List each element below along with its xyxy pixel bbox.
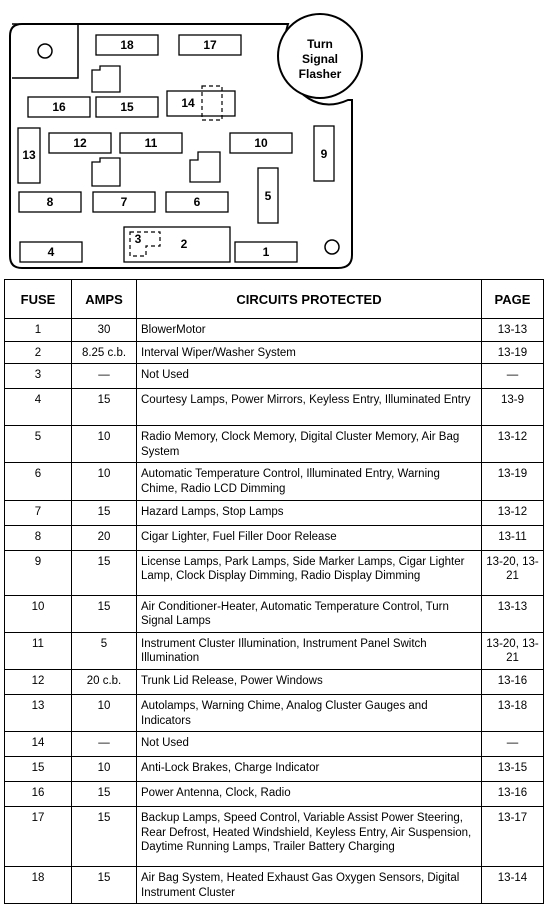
fuse-label-6: 6 <box>193 195 201 209</box>
fuse-label-9: 9 <box>320 147 328 161</box>
page-cell: 13-13 <box>482 319 544 342</box>
mounting-hole-bottom <box>325 240 339 254</box>
table-header-row <box>5 280 544 319</box>
amps-cell: 10 <box>72 694 137 731</box>
relay-socket-c <box>190 152 220 182</box>
table-row <box>5 757 544 782</box>
circuits-cell: Not Used <box>137 364 482 389</box>
fuse-cell: 10 <box>5 595 72 632</box>
page-cell: 13-12 <box>482 426 544 463</box>
table-row <box>5 694 544 731</box>
fuse-label-8: 8 <box>46 195 54 209</box>
fuse-cell: 14 <box>5 732 72 757</box>
circuits-cell: Automatic Temperature Control, Illuminated Entry, Warning Chime, Radio LCD Dimming <box>137 463 482 500</box>
fuse-label-7: 7 <box>120 195 128 209</box>
amps-cell: 20 <box>72 525 137 550</box>
circuits-cell: BlowerMotor <box>137 319 482 342</box>
fuse-cell: 2 <box>5 341 72 364</box>
amps-cell: 20 c.b. <box>72 669 137 694</box>
table-row <box>5 319 544 342</box>
page-cell: 13-13 <box>482 595 544 632</box>
amps-cell: 15 <box>72 500 137 525</box>
fuse-label-11: 11 <box>144 136 158 150</box>
fuse-label-13: 13 <box>22 148 36 162</box>
mounting-hole-top <box>38 44 52 58</box>
table-row <box>5 341 544 364</box>
fuse-cell: 11 <box>5 632 72 669</box>
fuse-cell: 1 <box>5 319 72 342</box>
amps-cell: 15 <box>72 550 137 595</box>
page-cell: 13-19 <box>482 463 544 500</box>
amps-cell: 10 <box>72 757 137 782</box>
relay-socket-b <box>92 158 120 186</box>
circuits-cell: Air Bag System, Heated Exhaust Gas Oxygen Sensors, Digital Instrument Cluster <box>137 867 482 904</box>
circuits-cell: Instrument Cluster Illumination, Instrument Panel Switch Illumination <box>137 632 482 669</box>
fuse-cell: 6 <box>5 463 72 500</box>
circuits-cell: Backup Lamps, Speed Control, Variable Assist Power Steering, Rear Defrost, Heated Windshield, Keyless Entry, Air Suspension, Daytime Running Lamps, Trailer Battery Charging <box>137 807 482 867</box>
circuits-cell: Air Conditioner-Heater, Automatic Temperature Control, Turn Signal Lamps <box>137 595 482 632</box>
fuse-label-3: 3 <box>134 232 142 246</box>
table-row <box>5 500 544 525</box>
circuits-cell: License Lamps, Park Lamps, Side Marker Lamps, Cigar Lighter Lamp, Clock Display Dimming, Radio Display Dimming <box>137 550 482 595</box>
mounting-bracket <box>12 24 78 78</box>
page-cell: 13-15 <box>482 757 544 782</box>
fuse-label-2: 2 <box>180 237 188 251</box>
fuse-cell: 4 <box>5 389 72 426</box>
circuits-cell: Courtesy Lamps, Power Mirrors, Keyless Entry, Illuminated Entry <box>137 389 482 426</box>
circuits-cell: Cigar Lighter, Fuel Filler Door Release <box>137 525 482 550</box>
header-circuits: CIRCUITS PROTECTED <box>137 280 482 319</box>
table-row <box>5 782 544 807</box>
fuse-label-4: 4 <box>47 245 55 259</box>
table-row <box>5 632 544 669</box>
amps-cell: 30 <box>72 319 137 342</box>
page-cell: 13-16 <box>482 669 544 694</box>
table-row <box>5 525 544 550</box>
table-row <box>5 364 544 389</box>
header-page: PAGE <box>482 280 544 319</box>
amps-cell: 15 <box>72 807 137 867</box>
fuse-cell: 3 <box>5 364 72 389</box>
page-cell: 13-14 <box>482 867 544 904</box>
fuse-label-18: 18 <box>120 38 134 52</box>
table-row <box>5 669 544 694</box>
page-cell: — <box>482 732 544 757</box>
table-row <box>5 595 544 632</box>
fuse-cell: 7 <box>5 500 72 525</box>
page-cell: 13-17 <box>482 807 544 867</box>
amps-cell: — <box>72 732 137 757</box>
fuse-cell: 8 <box>5 525 72 550</box>
fuse-cell: 17 <box>5 807 72 867</box>
table-row <box>5 550 544 595</box>
fuse-slot-14 <box>167 91 235 116</box>
table-row <box>5 426 544 463</box>
page-cell: 13-20, 13-21 <box>482 632 544 669</box>
page-cell: 13-19 <box>482 341 544 364</box>
circuits-cell: Autolamps, Warning Chime, Analog Cluster Gauges and Indicators <box>137 694 482 731</box>
table-row <box>5 389 544 426</box>
amps-cell: 15 <box>72 595 137 632</box>
circuits-cell: Hazard Lamps, Stop Lamps <box>137 500 482 525</box>
fuse-label-15: 15 <box>120 100 134 114</box>
fuse-cell: 13 <box>5 694 72 731</box>
circuits-cell: Power Antenna, Clock, Radio <box>137 782 482 807</box>
circuits-cell: Interval Wiper/Washer System <box>137 341 482 364</box>
amps-cell: 15 <box>72 867 137 904</box>
page-cell: 13-9 <box>482 389 544 426</box>
fuse-cell: 16 <box>5 782 72 807</box>
circuits-cell: Radio Memory, Clock Memory, Digital Cluster Memory, Air Bag System <box>137 426 482 463</box>
fuse-label-16: 16 <box>52 100 66 114</box>
fuse-table <box>4 279 544 904</box>
fuse-label-14: 14 <box>181 96 195 110</box>
fuse-cell: 12 <box>5 669 72 694</box>
flasher-label-3: Flasher <box>298 67 342 81</box>
flasher-label-1: Turn <box>307 37 333 51</box>
amps-cell: 15 <box>72 389 137 426</box>
table-row <box>5 463 544 500</box>
fuse-label-10: 10 <box>254 136 268 150</box>
relay-socket-a <box>92 66 120 92</box>
table-row <box>5 867 544 904</box>
page-cell: 13-12 <box>482 500 544 525</box>
fuse-label-5: 5 <box>264 189 272 203</box>
header-amps: AMPS <box>72 280 137 319</box>
fuse-cell: 18 <box>5 867 72 904</box>
amps-cell: 10 <box>72 463 137 500</box>
table-row <box>5 807 544 867</box>
circuits-cell: Anti-Lock Brakes, Charge Indicator <box>137 757 482 782</box>
fuse-label-1: 1 <box>262 245 270 259</box>
amps-cell: 8.25 c.b. <box>72 341 137 364</box>
amps-cell: 10 <box>72 426 137 463</box>
table-row <box>5 732 544 757</box>
fuse-label-12: 12 <box>73 136 87 150</box>
fuse-panel-diagram <box>0 0 548 275</box>
header-fuse: FUSE <box>5 280 72 319</box>
page-cell: 13-18 <box>482 694 544 731</box>
page-cell: 13-20, 13-21 <box>482 550 544 595</box>
page-cell: — <box>482 364 544 389</box>
table-body <box>5 319 544 904</box>
fuse-cell: 9 <box>5 550 72 595</box>
circuits-cell: Trunk Lid Release, Power Windows <box>137 669 482 694</box>
fuse-label-17: 17 <box>203 38 217 52</box>
amps-cell: 15 <box>72 782 137 807</box>
fuse-cell: 5 <box>5 426 72 463</box>
amps-cell: — <box>72 364 137 389</box>
circuits-cell: Not Used <box>137 732 482 757</box>
page-cell: 13-16 <box>482 782 544 807</box>
amps-cell: 5 <box>72 632 137 669</box>
flasher-label-2: Signal <box>301 52 339 66</box>
fuse-cell: 15 <box>5 757 72 782</box>
page-cell: 13-11 <box>482 525 544 550</box>
